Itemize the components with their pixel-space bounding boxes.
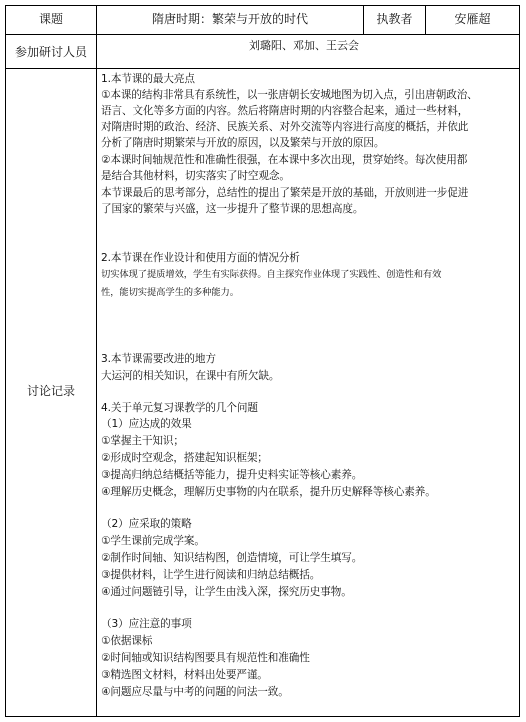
- row-divider-2: [5, 68, 520, 69]
- subsection-heading: （2）应采取的策略: [101, 518, 192, 530]
- subsection-heading: （1）应达成的效果: [101, 418, 192, 430]
- section-1-para: 本节课最后的思考部分，总结性的提出了繁荣是开放的基础，开放则进一步促进: [101, 187, 469, 199]
- discussion-label: 讨论记录: [26, 384, 75, 398]
- participants-value: 刘璐阳、邓加、王云会: [249, 39, 359, 52]
- section-2-para: 切实体现了提质增效，学生有实际获得。自主探究作业体现了实践性、创造性和有效: [101, 269, 442, 280]
- list-item: ②形成时空观念，搭建起知识框架；: [101, 452, 268, 464]
- table-border-left: [5, 5, 6, 717]
- section-4-heading: 4.关于单元复习课教学的几个问题: [101, 402, 258, 414]
- section-1-para: ②本课时间轴规范性和准确性很强，在本课中多次出现，贯穿始终。每次使用都: [101, 154, 468, 166]
- col-divider-label: [96, 5, 97, 717]
- table-border-top: [5, 5, 520, 6]
- section-1-para: 分析了隋唐时期繁荣与开放的原因，以及繁荣与开放的原因。: [101, 137, 385, 149]
- participants-label: 参加研讨人员: [14, 45, 87, 59]
- list-item: ①学生课前完成学案。: [101, 535, 205, 547]
- list-item: ①掌握主干知识；: [101, 435, 184, 447]
- list-item: ④问题应尽量与中考的问题的问法一致。: [101, 686, 289, 698]
- section-1-para: 语言、文化等多方面的内容。然后将隋唐时期的内容整合起来，通过一些材料，: [101, 105, 469, 117]
- section-1-para: 对隋唐时期的政治、经济、民族关系、对外交流等内容进行高度的概括，并依此: [101, 121, 469, 133]
- table-border-right: [519, 5, 520, 717]
- list-item: ②时间轴或知识结构图要具有规范性和准确性: [101, 652, 310, 664]
- table-border-bottom: [5, 716, 520, 717]
- list-item: ④通过问题链引导，让学生由浅入深，探究历史事物。: [101, 586, 352, 598]
- section-1-heading: 1.本节课的最大亮点: [101, 73, 195, 85]
- section-2-para: 性，能切实提高学生的多种能力。: [101, 287, 239, 298]
- row-divider-1: [5, 34, 520, 35]
- section-2-heading: 2.本节课在作业设计和使用方面的情况分析: [101, 252, 300, 264]
- teacher-value: 安雁超: [454, 12, 491, 26]
- list-item: ②制作时间轴、知识结构图，创造情境，可让学生填写。: [101, 552, 363, 564]
- list-item: ③提高归纳总结概括等能力，提升史料实证等核心素养。: [101, 469, 363, 481]
- list-item: ③提供材料，让学生进行阅读和归纳总结概括。: [101, 569, 321, 581]
- subsection-heading: （3）应注意的事项: [101, 618, 192, 630]
- list-item: ④理解历史概念，理解历史事物的内在联系，提升历史解释等核心素养。: [101, 486, 436, 498]
- list-item: ③精选图文材料，材料出处要严谨。: [101, 669, 268, 681]
- section-3-para: 大运河的相关知识，在课中有所欠缺。: [101, 370, 280, 382]
- section-3-heading: 3.本节课需要改进的地方: [101, 353, 216, 365]
- teacher-label: 执教者: [376, 12, 413, 26]
- section-1-para: 了国家的繁荣与兴盛，这一步提升了整节课的思想高度。: [101, 203, 364, 215]
- topic-value: 隋唐时期：繁荣与开放的时代: [151, 12, 308, 26]
- section-1-para: 是结合其他材料，切实落实了时空观念。: [101, 170, 290, 182]
- topic-label: 课题: [38, 12, 63, 26]
- section-1-para: ①本课的结构非常具有系统性，以一张唐朝长安城地图为切入点，引出唐朝政治、: [101, 89, 478, 101]
- list-item: ①依据课标: [101, 635, 153, 647]
